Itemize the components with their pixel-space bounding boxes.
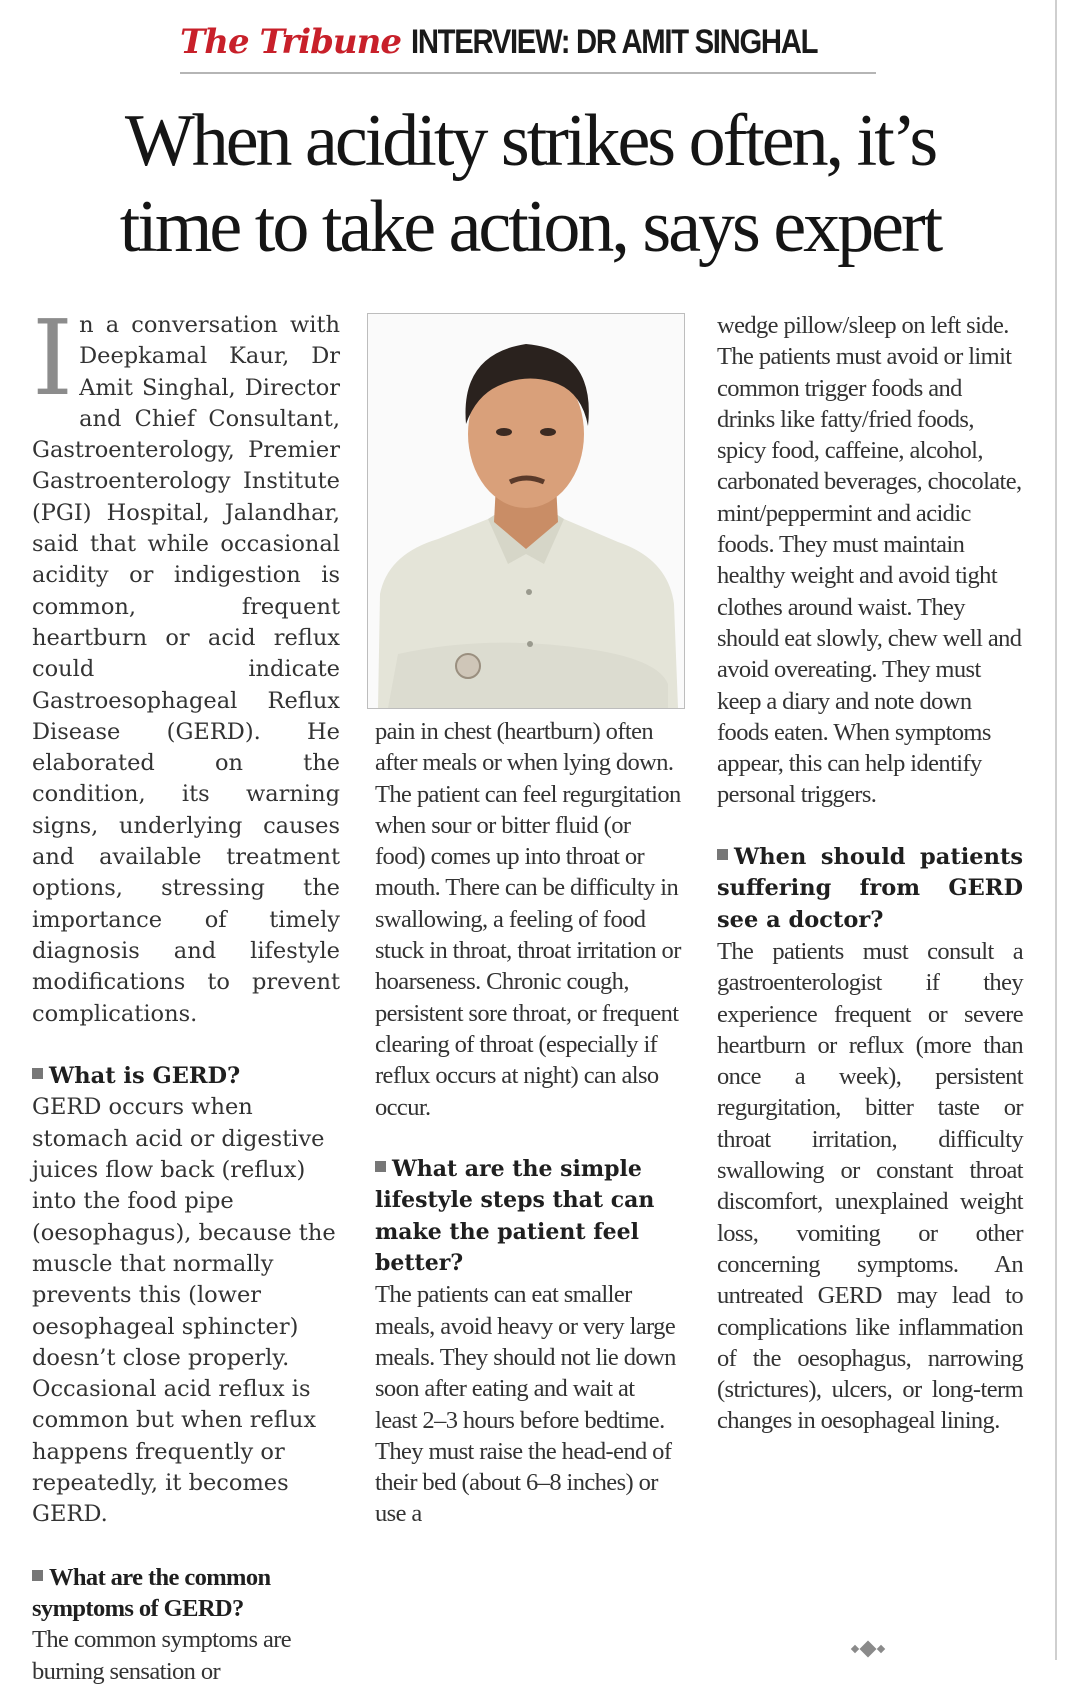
column-2 bbox=[375, 716, 681, 1530]
end-of-article-ornament-icon bbox=[838, 1641, 898, 1657]
square-bullet-icon bbox=[717, 849, 728, 860]
intro-paragraph bbox=[32, 297, 340, 1030]
drop-cap: I bbox=[32, 297, 74, 419]
portrait-illustration bbox=[368, 314, 684, 708]
portrait-photo bbox=[367, 313, 685, 709]
question-heading: What are the simple lifestyle steps that can make the patient feel better? bbox=[375, 1156, 655, 1277]
answer-text: The common symptoms are burning sensation or bbox=[32, 1626, 292, 1685]
square-bullet-icon bbox=[32, 1068, 43, 1079]
kicker-underline bbox=[180, 72, 876, 74]
intro-text: n a conversation with Deepkamal Kaur, Dr Amit Singhal, Director and Chief Consultant, Gastroenterology, Premier Gastroenterology Institute (PGI) Hospital, Jalandhar, said that while occasional acidity or indigestion is common, frequent heartburn or acid reflux could indicate Gastroesophageal Reflux Disease (GERD). He elaborated on the condition, its warning signs, underlying causes and available treatment options, stressing the importance of timely diagnosis and lifestyle modifications to prevent complications. bbox=[32, 312, 340, 1027]
answer-text: GERD occurs when stomach acid or digestive juices flow back (reflux) into the food pipe (oesophagus), because the muscle that normally prevents this (lower oesophageal sphincter) doesn’t close properly. Occasional acid reflux is common but when reflux happens frequently or repeatedly, it becomes GERD. bbox=[32, 1094, 336, 1528]
column-3 bbox=[717, 310, 1023, 1437]
answer-text: The patients can eat smaller meals, avoid heavy or very large meals. They should not lie down soon after eating and wait at least 2–3 hours before bedtime. They must raise the head-end of their bed (about 6–8 inches) or use a bbox=[375, 1281, 676, 1528]
headline-line-2: time to take action, says expert bbox=[119, 186, 941, 268]
answer-text: pain in chest (heartburn) often after meals or when lying down. The patient can feel regurgitation when sour or bitter fluid (or food) comes up into throat or mouth. There can be difficulty in swallowing, a feeling of food stuck in throat, throat irritation or hoarseness. Chronic cough, persistent sore throat, or frequent clearing of throat (especially if reflux occurs at night) can also occur. bbox=[375, 718, 681, 1121]
question-heading: What is GERD? bbox=[32, 1061, 340, 1092]
question-heading: What are the common symptoms of GERD? bbox=[32, 1563, 271, 1623]
column-1 bbox=[32, 297, 340, 1687]
headline-line-1: When acidity strikes often, it’s bbox=[124, 100, 936, 182]
square-bullet-icon bbox=[32, 1570, 43, 1581]
interview-kicker: INTERVIEW: DR AMIT SINGHAL bbox=[411, 23, 818, 61]
masthead bbox=[180, 22, 883, 72]
square-bullet-icon bbox=[375, 1161, 386, 1172]
answer-text: wedge pillow/sleep on left side. The patients must avoid or limit common trigger foods and drinks like fatty/fried foods, spicy food, caffeine, alcohol, carbonated beverages, chocolate, mint/peppermint and acidic foods. They must maintain healthy weight and avoid tight clothes around waist. They should eat slowly, chew well and avoid overeating. They must keep a diary and note down foods eaten. When symptoms appear, this can help identify personal triggers. bbox=[717, 312, 1022, 809]
tribune-logo: The Tribune bbox=[180, 22, 401, 62]
question-heading: When should patients suffering from GERD see a doctor? bbox=[717, 844, 1023, 933]
headline bbox=[40, 98, 1020, 270]
answer-text: The patients must consult a gastroenterologist if they experience frequent or severe heartburn or reflux (more than once a week), persistent regurgitation, bitter taste or throat irritation, difficulty swallowing or constant throat discomfort, unexplained weight loss, vomiting or other concerning symptoms. An untreated GERD may lead to complications like inflammation of the oesophagus, narrowing (strictures), ulcers, or long-term changes in oesophageal lining. bbox=[717, 937, 1023, 1435]
column-rule bbox=[1055, 0, 1057, 1660]
